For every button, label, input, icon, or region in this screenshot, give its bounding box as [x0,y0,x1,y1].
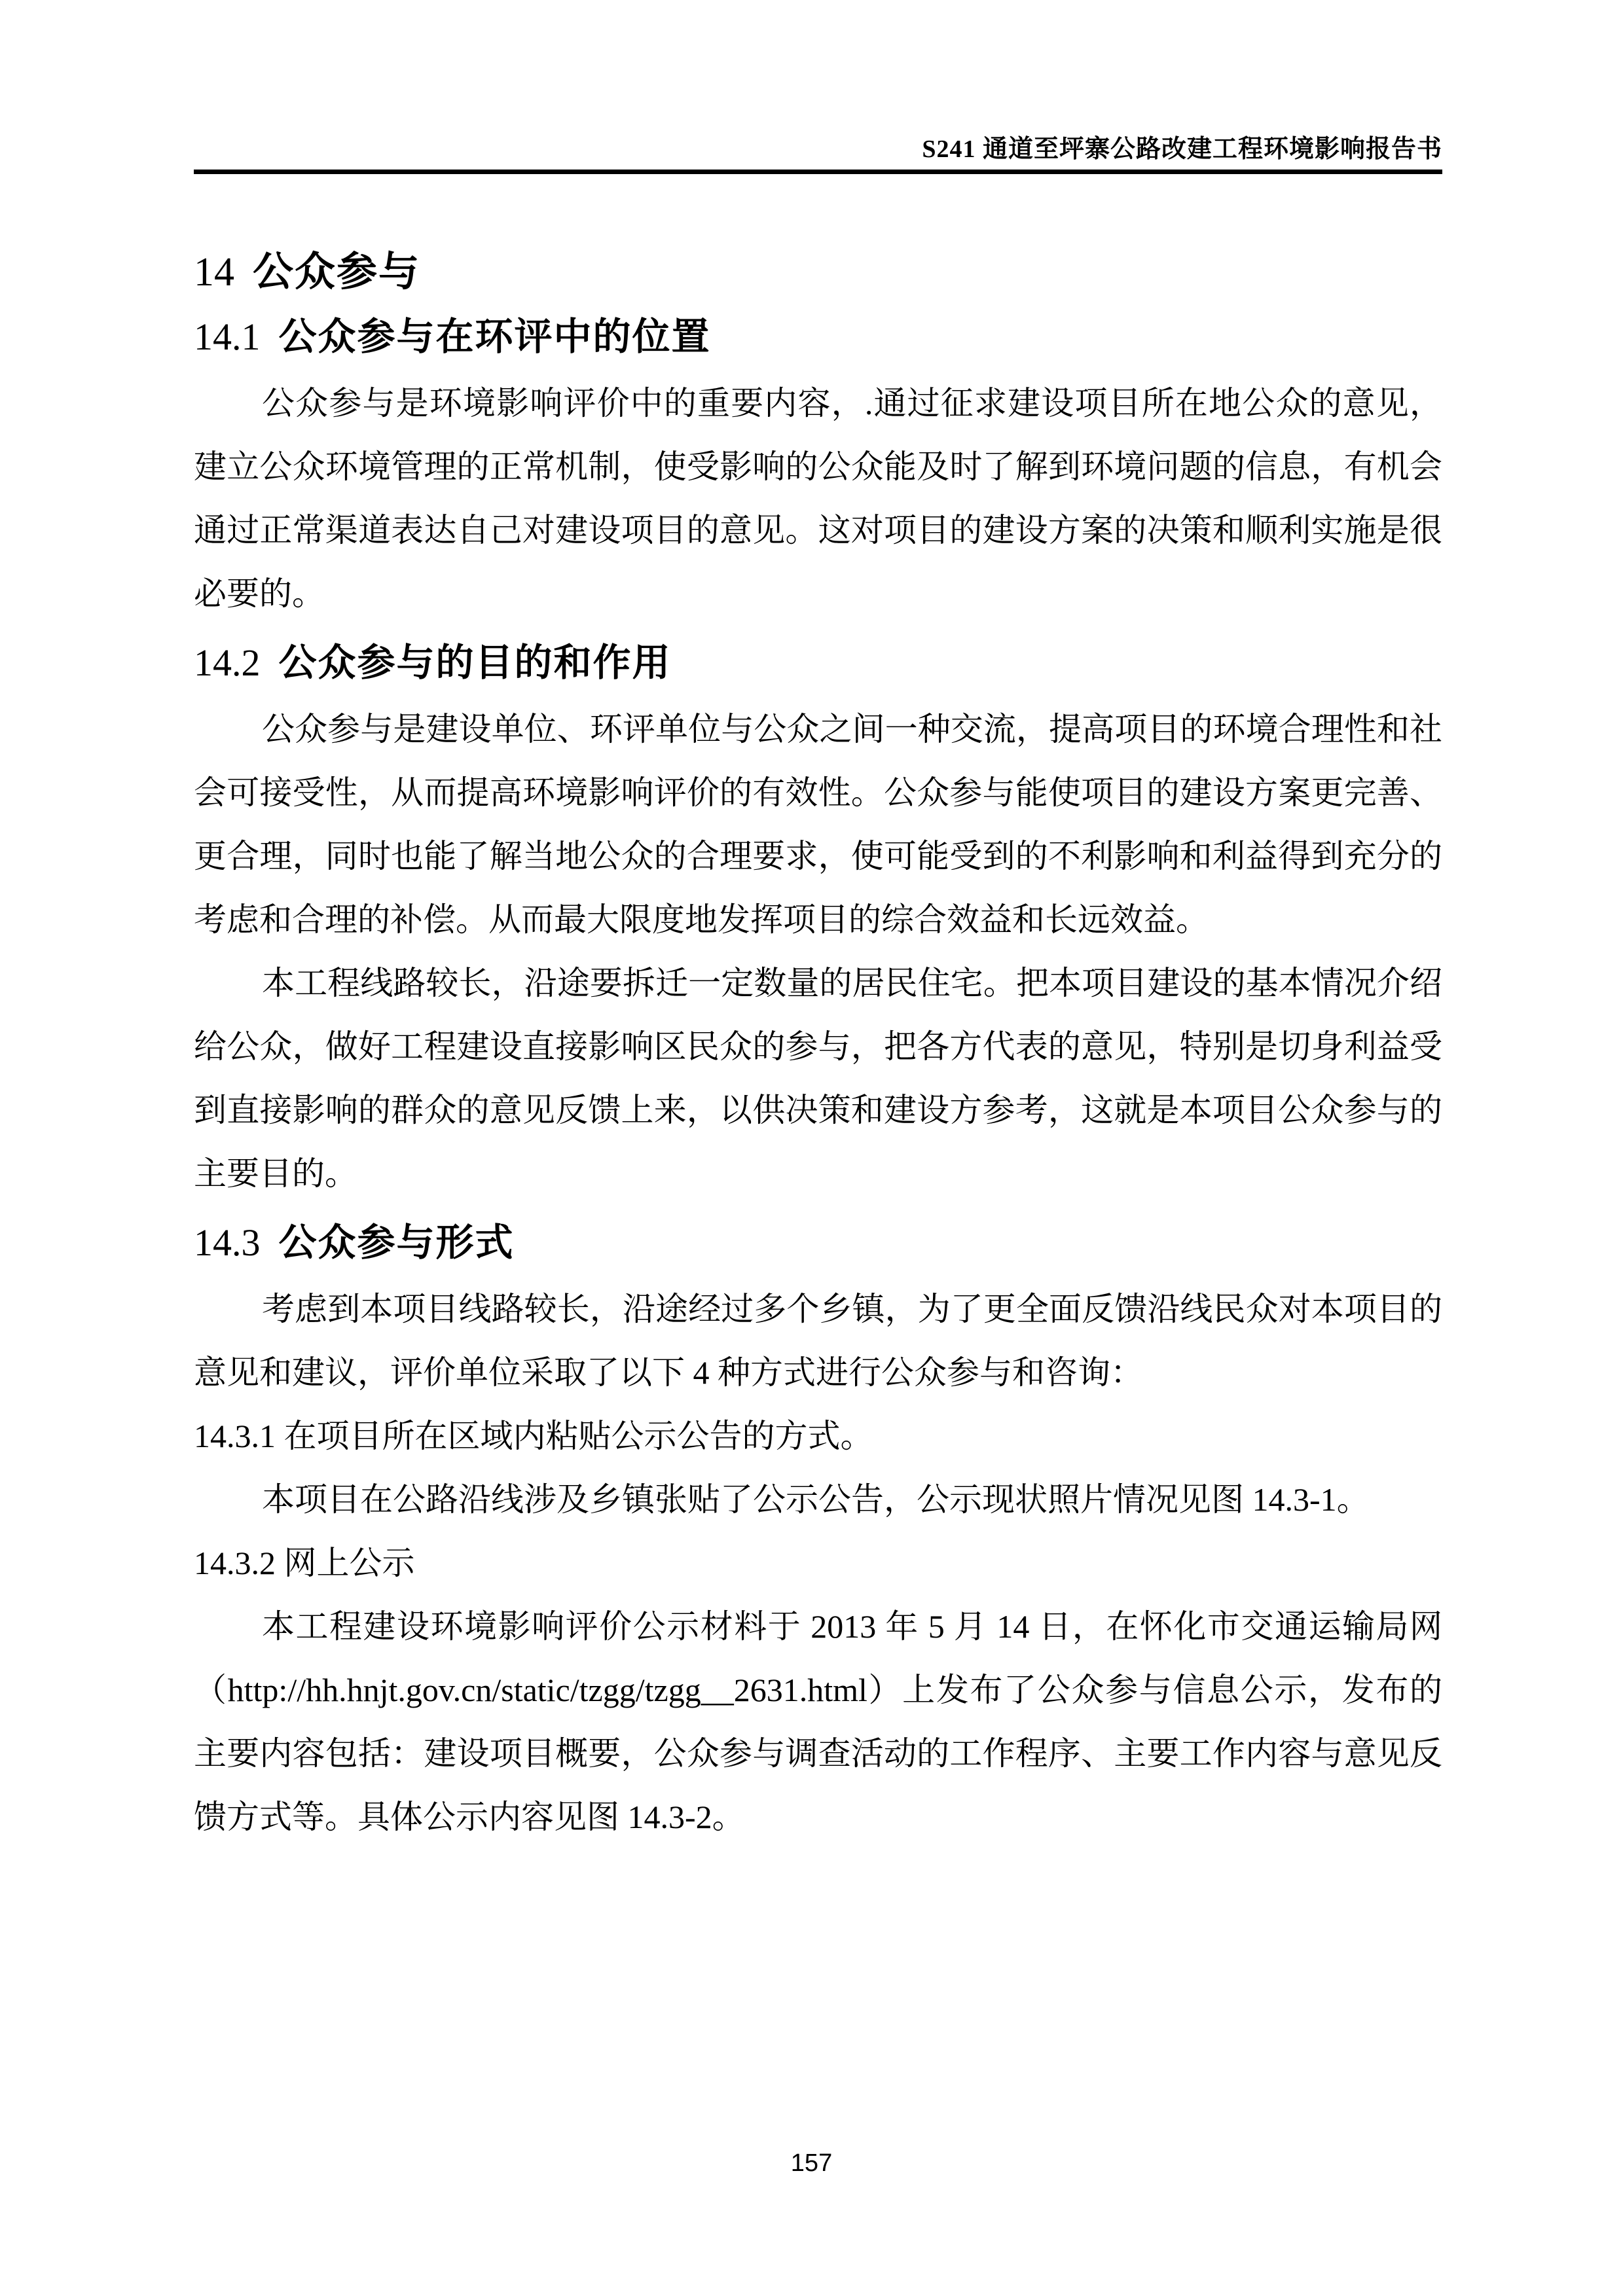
section-number: 14.2 [194,641,261,684]
page-footer [0,2149,1623,2178]
section-title: 公众参与形式 [278,1221,515,1264]
document-body [194,174,1442,1849]
section-number: 14.1 [194,315,261,358]
section-title: 公众参与的目的和作用 [278,641,672,684]
chapter-number: 14 [194,250,234,295]
chapter-title: 公众参与 [253,249,421,295]
page-header [194,0,1442,174]
section-number: 14.3 [194,1221,261,1264]
paragraph: 公众参与是环境影响评价中的重要内容，.通过征求建设项目所在地公众的意见，建立公众环境管理的正常机制，使受影响的公众能及时了解到环境问题的信息，有机会通过正常渠道表达自己对建设项目的意见。这对项目的建设方案的决策和顺利实施是很必要的。 [194,385,1442,612]
page-number: 157 [790,2149,833,2177]
running-header-title: S241 通道至坪寨公路改建工程环境影响报告书 [922,135,1442,163]
paragraph: 本工程建设环境影响评价公示材料于 2013 年 5 月 14 日，在怀化市交通运输局网（http://hh.hnjt.gov.cn/static/tzgg/tzgg__2631.html）上发布了公众参与信息公示，发布的主要内容包括：建设项目概要，公众参与调查活动的工作程序、主要工作内容与意见反馈方式等。具体公示内容见图 14.3-2。 [194,1608,1442,1835]
subsection-heading-14-3-1: 14.3.1 在项目所在区域内粘贴公示公告的方式。 [194,1418,873,1454]
section-heading-14-3 [194,1216,1442,1270]
section-heading-14-1 [194,310,1442,364]
paragraph: 公众参与是建设单位、环评单位与公众之间一种交流，提高项目的环境合理性和社会可接受性，从而提高环境影响评价的有效性。公众参与能使项目的建设方案更完善、更合理，同时也能了解当地公众的合理要求，使可能受到的不利影响和利益得到充分的考虑和合理的补偿。从而最大限度地发挥项目的综合效益和长远效益。 [194,711,1442,938]
subsection-heading-14-3-2: 14.3.2 网上公示 [194,1545,415,1581]
section-heading-14-2 [194,636,1442,690]
section-title: 公众参与在环评中的位置 [278,315,711,358]
paragraph: 本工程线路较长，沿途要拆迁一定数量的居民住宅。把本项目建设的基本情况介绍给公众，做好工程建设直接影响区民众的参与，把各方代表的意见，特别是切身利益受到直接影响的群众的意见反馈上来，以供决策和建设方参考，这就是本项目公众参与的主要目的。 [194,965,1442,1192]
paragraph: 考虑到本项目线路较长，沿途经过多个乡镇，为了更全面反馈沿线民众对本项目的意见和建议，评价单位采取了以下 4 种方式进行公众参与和咨询： [194,1291,1442,1391]
chapter-heading [194,245,1442,300]
paragraph: 本项目在公路沿线涉及乡镇张贴了公示公告，公示现状照片情况见图 14.3-1。 [262,1481,1370,1518]
